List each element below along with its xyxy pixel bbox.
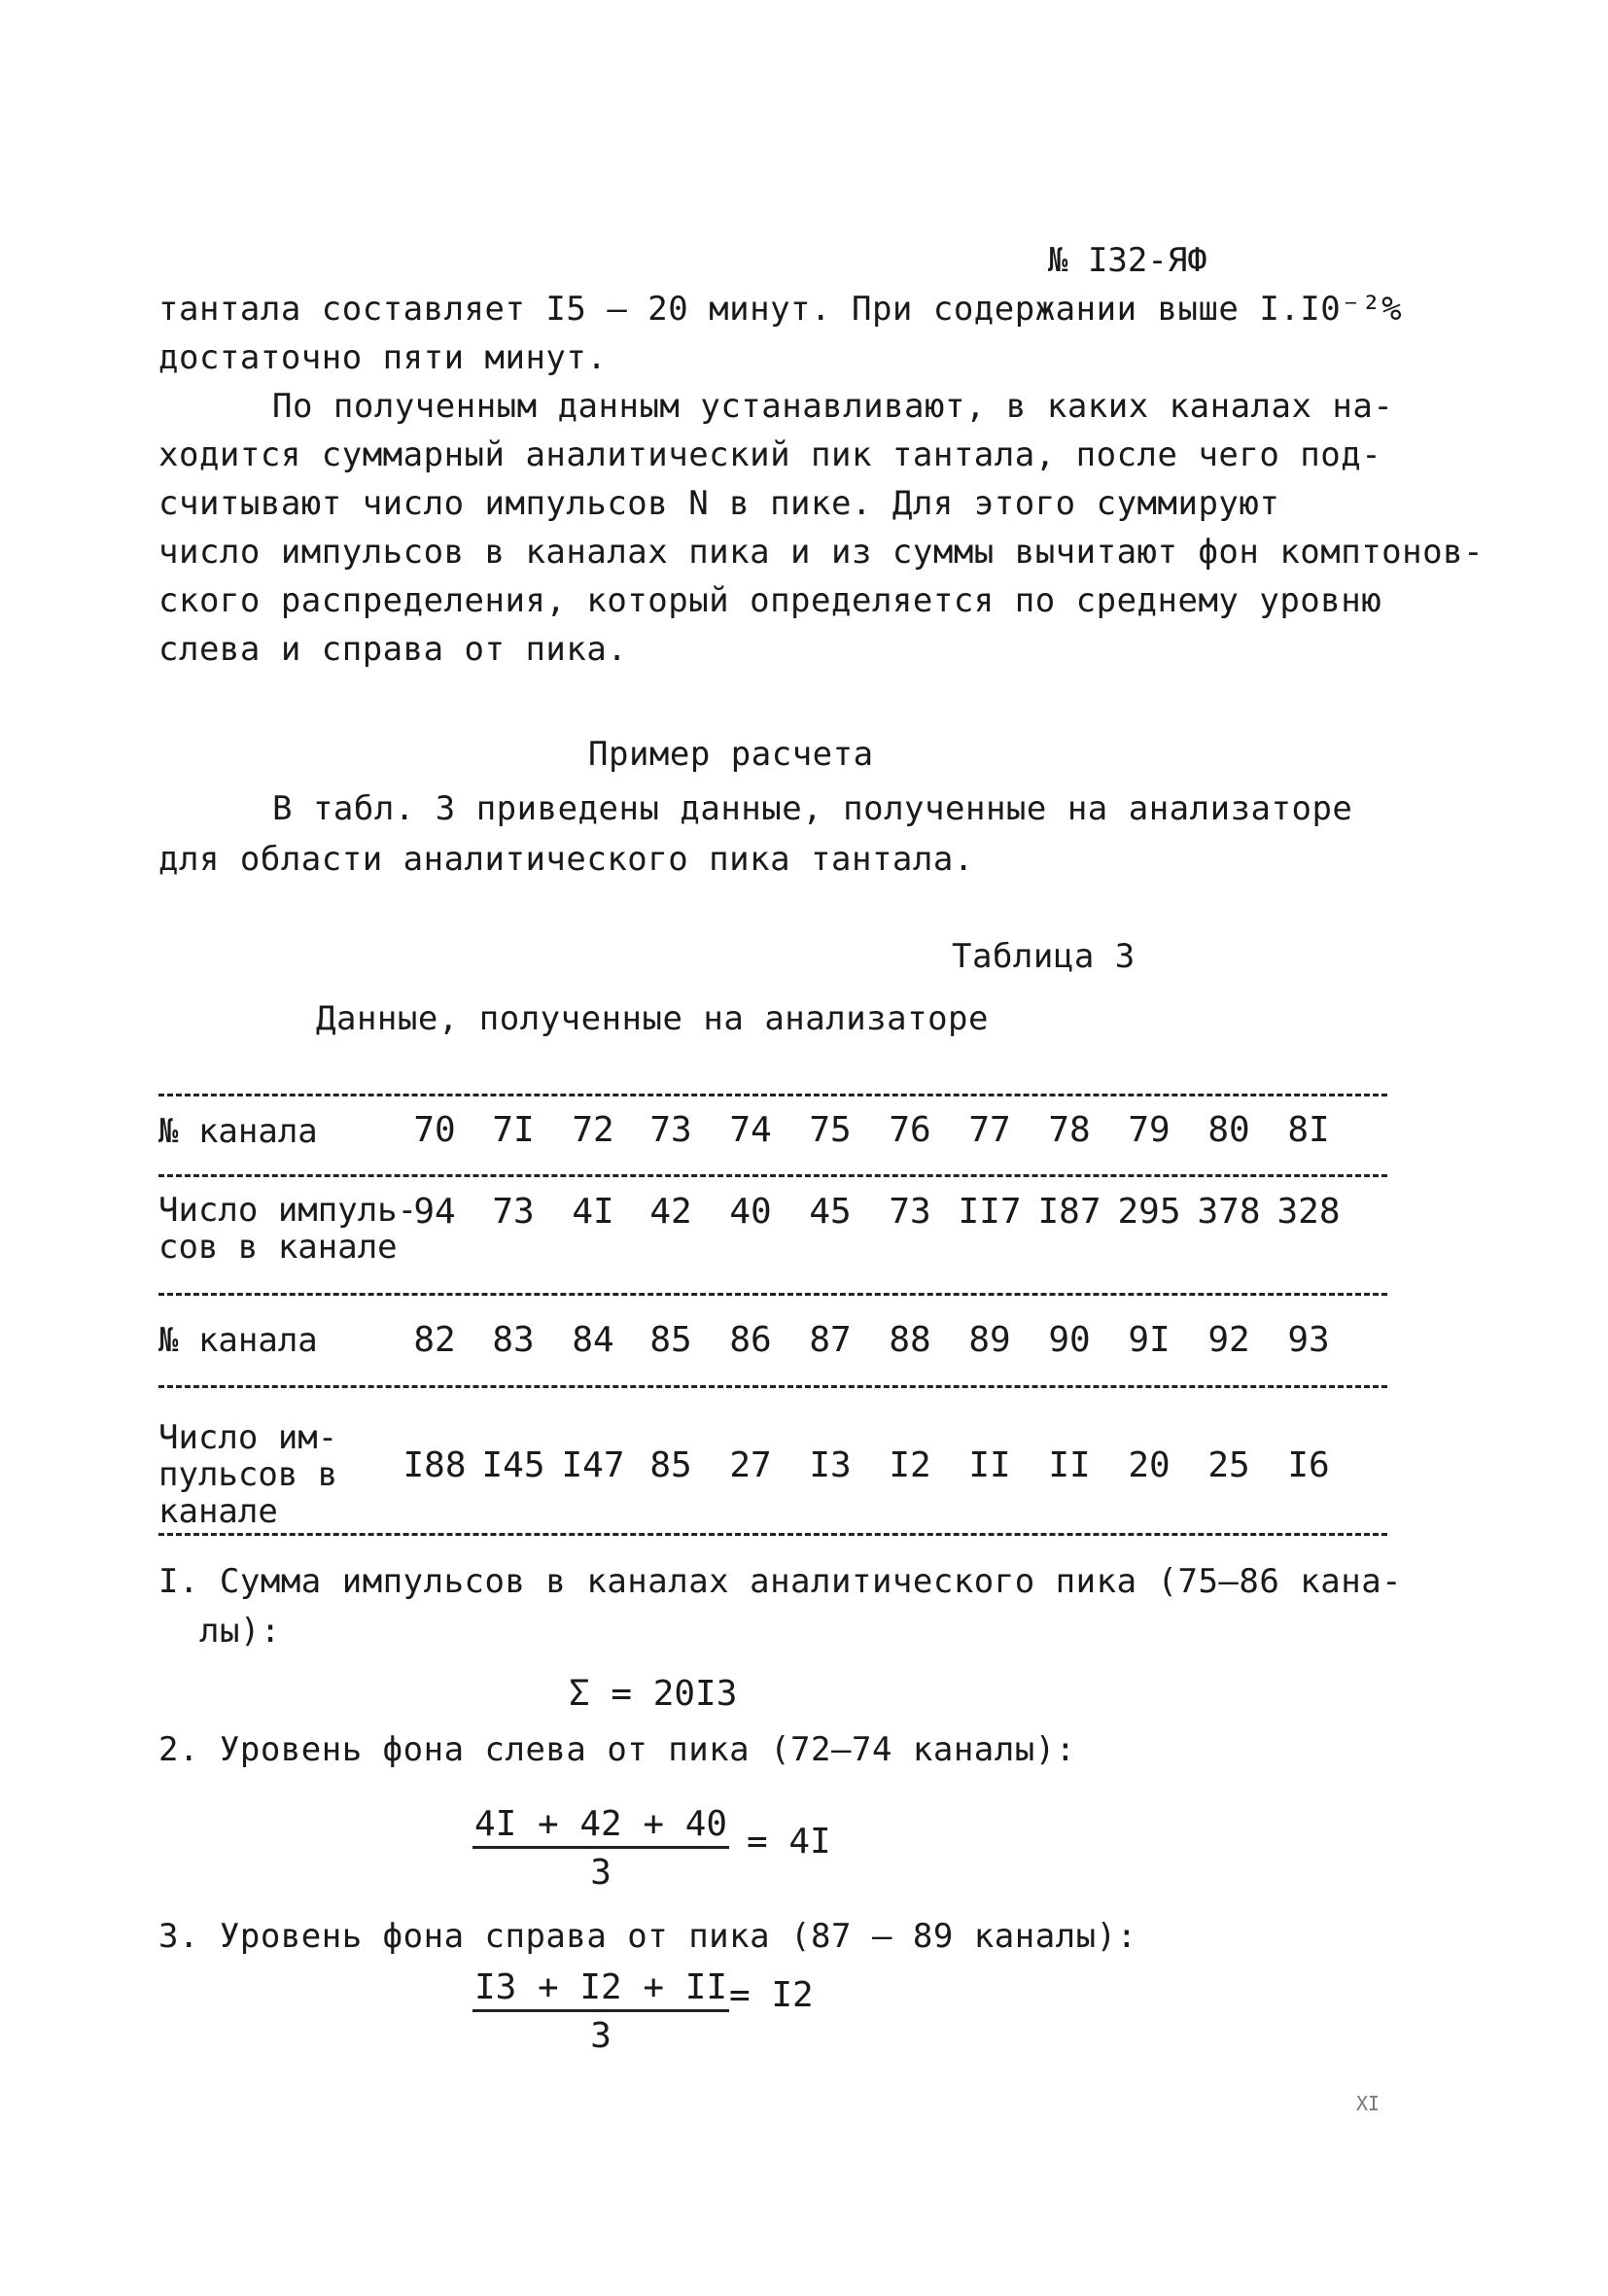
table-cell-count: I6	[1287, 1445, 1330, 1485]
table-cell-channel: 75	[809, 1110, 852, 1150]
fraction-right-background	[472, 1967, 729, 2056]
fraction-left-background	[472, 1804, 729, 1893]
step-2: 2. Уровень фона слева от пика (72–74 каналы):	[158, 1730, 1076, 1769]
step-1-line-1: I. Сумма импульсов в каналах аналитического пика (75–86 кана-	[158, 1562, 1403, 1601]
fraction-numerator: 4I + 42 + 40	[472, 1804, 729, 1849]
table-cell-channel: 80	[1207, 1110, 1250, 1150]
table-cell-channel: 73	[649, 1110, 692, 1150]
row-label-channel-2: № канала	[158, 1321, 318, 1360]
table-cell-channel: 85	[649, 1320, 692, 1360]
paragraph-2-line-4: число импульсов в каналах пика и из суммы вычитают фон комптонов-	[158, 533, 1485, 572]
fraction-left-result: = 4I	[747, 1822, 831, 1861]
fraction-numerator: I3 + I2 + II	[472, 1967, 729, 2012]
table-cell-channel: 90	[1048, 1320, 1091, 1360]
table-cell-channel: 83	[492, 1320, 535, 1360]
table-cell-count: 85	[649, 1445, 692, 1485]
table-cell-count: 378	[1197, 1192, 1261, 1232]
table-cell-count: 73	[492, 1192, 535, 1232]
row-label-line: сов в канале	[158, 1228, 398, 1267]
table-cell-channel: 7I	[492, 1110, 535, 1150]
table-cell-channel: 74	[729, 1110, 772, 1150]
table-cell-channel: 70	[413, 1110, 456, 1150]
row-label-line: Число им-	[158, 1418, 338, 1457]
table-cell-channel: 82	[413, 1320, 456, 1360]
row-label-line: Число импуль-	[158, 1191, 418, 1230]
table-cell-channel: 87	[809, 1320, 852, 1360]
table-cell-count: 20	[1128, 1445, 1171, 1485]
paragraph-2-line-5: ского распределения, который определяется по среднему уровню	[158, 581, 1382, 620]
table-cell-channel: 9I	[1128, 1320, 1171, 1360]
table-cell-count: II7	[958, 1192, 1022, 1232]
table-cell-channel: 77	[968, 1110, 1011, 1150]
table-cell-channel: 8I	[1287, 1110, 1330, 1150]
table-cell-count: 4I	[572, 1192, 614, 1232]
table-cell-count: I47	[561, 1445, 625, 1485]
table-cell-count: II	[968, 1445, 1011, 1485]
fraction-denominator: 3	[590, 1853, 612, 1893]
table-cell-count: 295	[1117, 1192, 1181, 1232]
table-cell-count: 45	[809, 1192, 852, 1232]
table-cell-count: 73	[889, 1192, 931, 1232]
example-heading: Пример расчета	[588, 735, 874, 774]
table-cell-channel: 76	[889, 1110, 931, 1150]
row-label-count-2	[158, 1419, 337, 1530]
table-cell-channel: 92	[1207, 1320, 1250, 1360]
paragraph-2-line-1: По полученным данным устанавливают, в каких каналах на-	[272, 387, 1394, 426]
table-cell-channel: 84	[572, 1320, 614, 1360]
table-cell-count: I2	[889, 1445, 931, 1485]
fraction-right-result: = I2	[729, 1975, 814, 2015]
table-cell-channel: 86	[729, 1320, 772, 1360]
table-rule	[158, 1385, 1387, 1388]
table-caption: Данные, полученные на анализаторе	[316, 999, 990, 1038]
table-cell-count: 40	[729, 1192, 772, 1232]
row-label-line: канале	[158, 1492, 278, 1531]
table-cell-count: II	[1048, 1445, 1091, 1485]
table-cell-count: 328	[1276, 1192, 1341, 1232]
table-cell-count: 25	[1207, 1445, 1250, 1485]
paragraph-2-line-3: считывают число импульсов N в пике. Для этого суммируют	[158, 484, 1280, 523]
table-rule	[158, 1533, 1387, 1536]
table-cell-count: I3	[809, 1445, 852, 1485]
table-cell-count: 42	[649, 1192, 692, 1232]
row-label-channel-1: № канала	[158, 1112, 318, 1151]
row-label-line: пульсов в	[158, 1455, 338, 1494]
table-cell-count: I45	[481, 1445, 545, 1485]
paragraph-3-line-1: В табл. 3 приведены данные, полученные на анализаторе	[272, 789, 1353, 828]
table-cell-count: I87	[1037, 1192, 1101, 1232]
table-rule	[158, 1293, 1387, 1296]
table-cell-channel: 78	[1048, 1110, 1091, 1150]
table-cell-count: I88	[402, 1445, 467, 1485]
paragraph-3-line-2: для области аналитического пика тантала.	[158, 840, 974, 879]
table-cell-count: 94	[413, 1192, 456, 1232]
table-cell-channel: 88	[889, 1320, 931, 1360]
table-rule	[158, 1174, 1387, 1177]
row-label-count-1	[158, 1192, 417, 1266]
sum-formula: Σ = 20I3	[569, 1674, 738, 1714]
paragraph-2-line-2: ходится суммарный аналитический пик тантала, после чего под-	[158, 435, 1382, 474]
fraction-denominator: 3	[590, 2016, 612, 2056]
paragraph-2-line-6: слева и справа от пика.	[158, 630, 628, 669]
table-rule	[158, 1094, 1387, 1096]
table-cell-channel: 79	[1128, 1110, 1171, 1150]
paragraph-1-line-2: достаточно пяти минут.	[158, 338, 608, 377]
document-number: № I32-ЯФ	[1048, 241, 1207, 280]
table-title: Таблица 3	[952, 937, 1136, 976]
paragraph-1-line-1: тантала составляет I5 – 20 минут. При содержании выше I.I0⁻²%	[158, 290, 1403, 329]
table-cell-channel: 89	[968, 1320, 1011, 1360]
step-3: 3. Уровень фона справа от пика (87 – 89 каналы):	[158, 1917, 1137, 1956]
table-cell-channel: 72	[572, 1110, 614, 1150]
table-cell-count: 27	[729, 1445, 772, 1485]
table-cell-channel: 93	[1287, 1320, 1330, 1360]
step-1-line-2: лы):	[199, 1612, 281, 1651]
page-corner-mark: XI	[1356, 2092, 1381, 2115]
